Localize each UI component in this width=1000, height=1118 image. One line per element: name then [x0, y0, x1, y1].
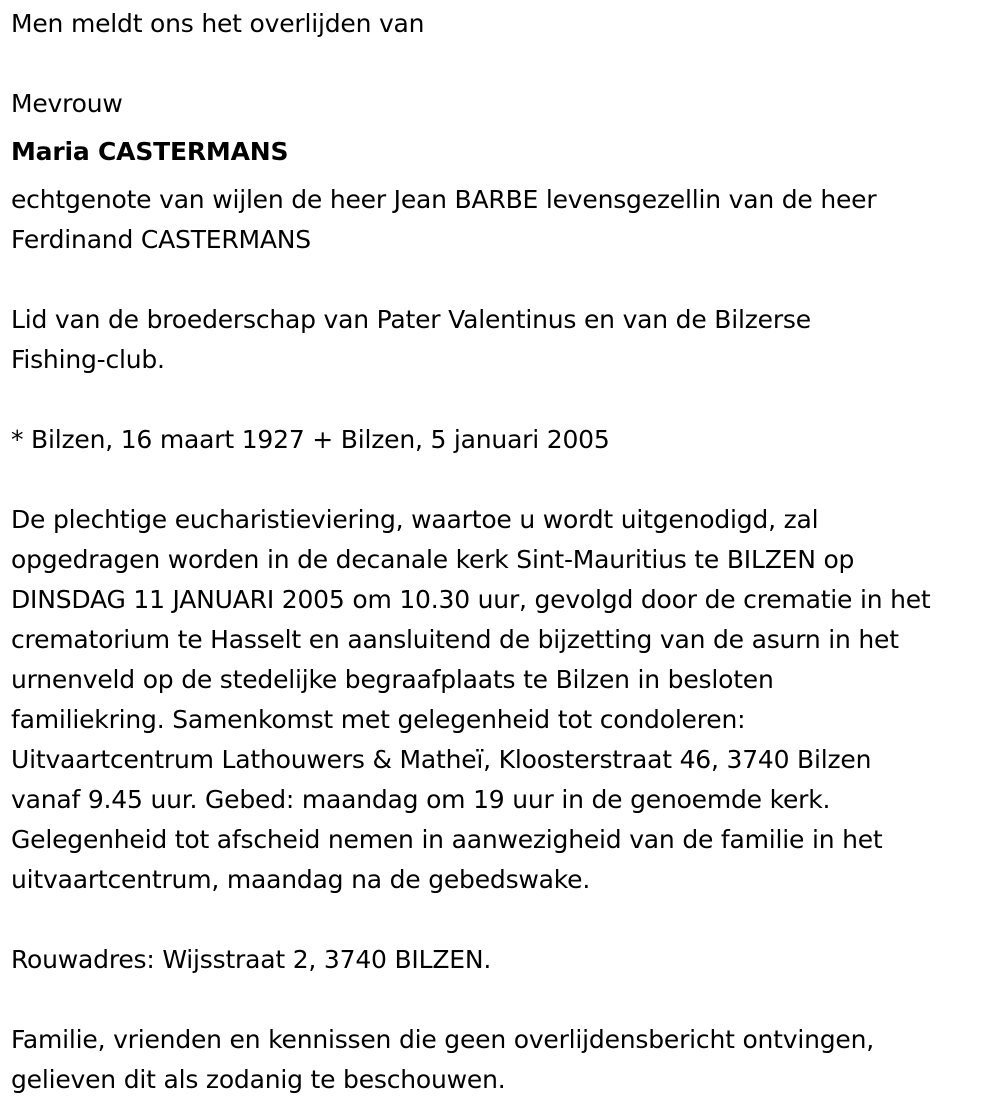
ceremony-line: DINSDAG 11 JANUARI 2005 om 10.30 uur, gevolgd door de crematie in het: [11, 585, 931, 614]
closing-paragraph: [11, 1020, 1000, 1100]
closing-line: Familie, vrienden en kennissen die geen overlijdensbericht ontvingen,: [11, 1025, 875, 1054]
ceremony-paragraph: [11, 500, 1000, 900]
ceremony-line: vanaf 9.45 uur. Gebed: maandag om 19 uur in de genoemde kerk.: [11, 785, 831, 814]
spacer: [11, 980, 1000, 1020]
spacer: [11, 900, 1000, 940]
intro-text: Men meldt ons het overlijden van: [11, 9, 425, 38]
closing-line: gelieven dit als zodanig te beschouwen.: [11, 1065, 506, 1094]
ceremony-line: crematorium te Hasselt en aansluitend de bijzetting van de asurn in het: [11, 625, 899, 654]
mourning-address: Rouwadres: Wijsstraat 2, 3740 BILZEN.: [11, 945, 492, 974]
spacer: [11, 380, 1000, 420]
spacer: [11, 44, 1000, 84]
membership-line: Lid van de broederschap van Pater Valentinus en van de Bilzerse: [11, 305, 811, 334]
membership-paragraph: [11, 300, 1000, 380]
ceremony-line: De plechtige eucharistieviering, waartoe u wordt uitgenodigd, zal: [11, 505, 819, 534]
ceremony-line: opgedragen worden in de decanale kerk Sint-Mauritius te BILZEN op: [11, 545, 855, 574]
birth-death-dates: * Bilzen, 16 maart 1927 + Bilzen, 5 januari 2005: [11, 425, 610, 454]
membership-line: Fishing-club.: [11, 345, 165, 374]
deceased-name: Maria CASTERMANS: [11, 137, 289, 166]
relation-line: Ferdinand CASTERMANS: [11, 225, 311, 254]
relation-line: echtgenote van wijlen de heer Jean BARBE levensgezellin van de heer: [11, 185, 877, 214]
salutation: Mevrouw: [11, 89, 123, 118]
relation-paragraph: [11, 180, 1000, 260]
ceremony-line: familiekring. Samenkomst met gelegenheid tot condoleren:: [11, 705, 746, 734]
ceremony-line: Uitvaartcentrum Lathouwers & Matheï, Kloosterstraat 46, 3740 Bilzen: [11, 745, 872, 774]
ceremony-line: Gelegenheid tot afscheid nemen in aanwezigheid van de familie in het: [11, 825, 883, 854]
ceremony-line: uitvaartcentrum, maandag na de gebedswake.: [11, 865, 591, 894]
ceremony-line: urnenveld op de stedelijke begraafplaats te Bilzen in besloten: [11, 665, 774, 694]
spacer: [11, 260, 1000, 300]
spacer: [11, 460, 1000, 500]
